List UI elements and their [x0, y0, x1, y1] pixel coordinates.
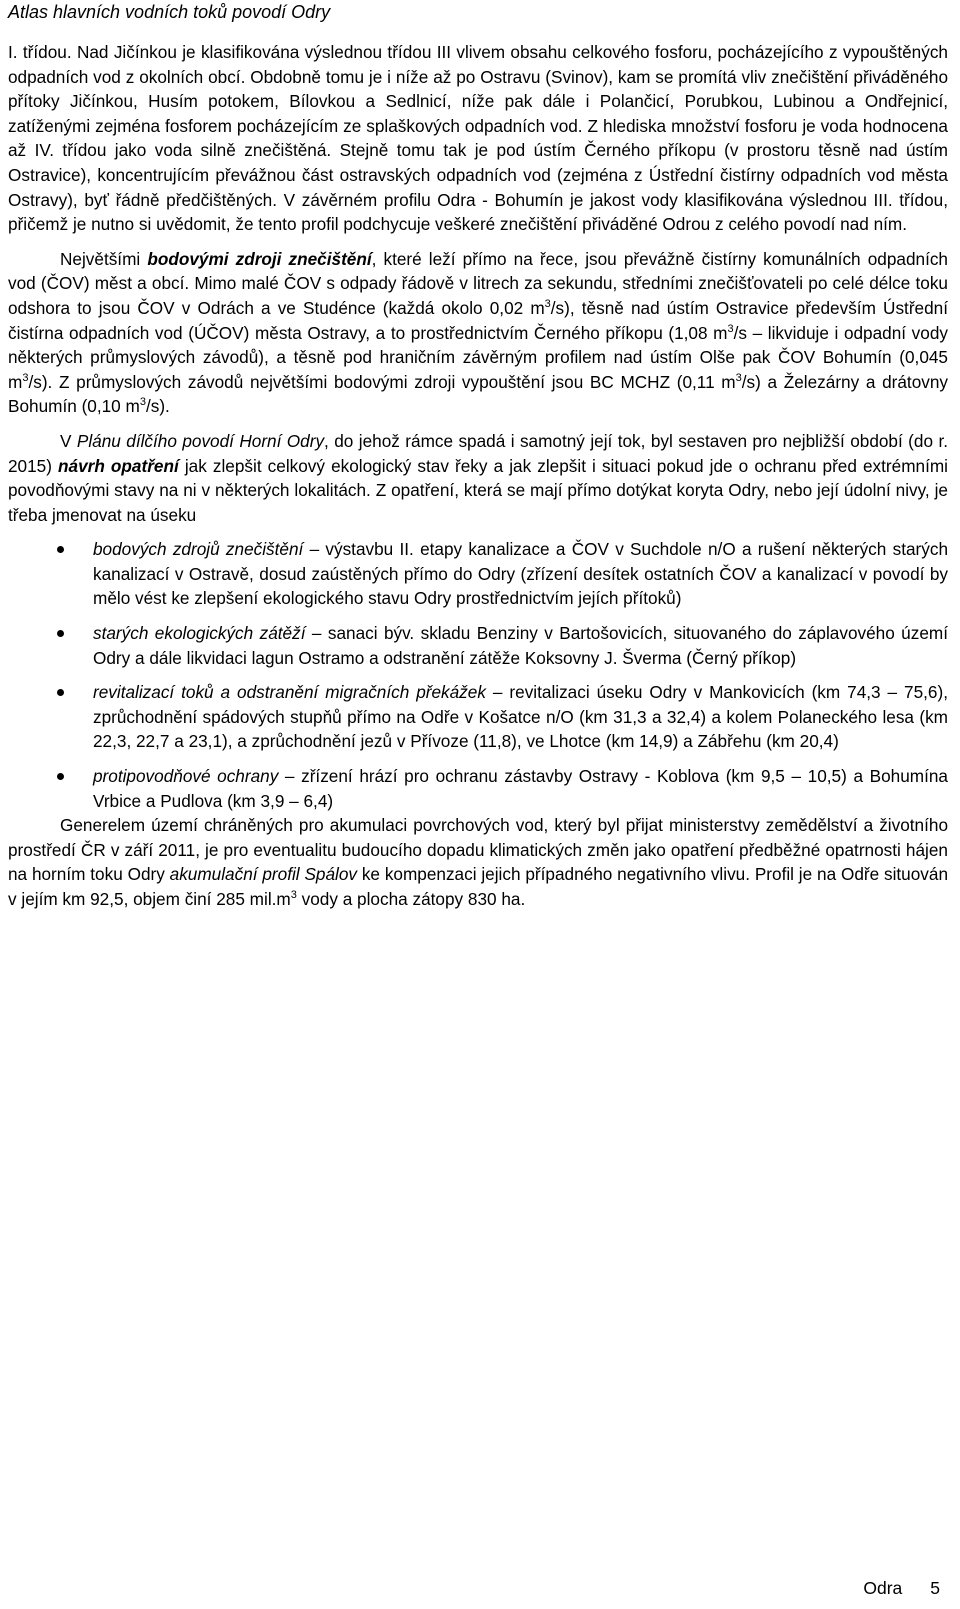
page-number: 5 — [930, 1578, 940, 1598]
superscript: 3 — [139, 396, 146, 409]
list-item-term: revitalizací toků a odstranění migračních překážek — [93, 682, 486, 703]
paragraph-3-text-a: V — [60, 430, 77, 451]
list-item — [8, 680, 948, 754]
paragraph-2-text-e: /s – likviduje i odpadní vody některých průmyslových závodů), a těsně pod hraničním závěrným profilem nad ústím Olše pak ČOV Bohumín (0,045 m — [8, 322, 948, 392]
page-footer — [863, 1576, 940, 1600]
list-item — [8, 537, 948, 611]
emphasis-measures: návrh opatření — [58, 455, 179, 476]
paragraph-2-text-a: Největšími — [60, 248, 148, 269]
list-item-text: – revitalizaci úseku Odry v Mankovicích (km 74,3 – 75,6), zprůchodnění spádových stupňů přímo na Odře v Košatce n/O (km 31,3 a 32,4) a kolem Polaneckého lesa (km 22,3, 22,7 a 23,1), a zprůchodnění jezů v Přívoze (11,8), ve Lhotce (km 14,9) a Zábřehu (km 20,4) — [93, 682, 948, 752]
bullet-icon — [57, 689, 64, 696]
paragraph-2-text-d: /s), těsně nad ústím Ostravice především Ústřední čistírna odpadních vod (ÚČOV) města Ostravy, a to prostřednictvím Černého příkopu (1,08 m — [8, 297, 948, 343]
bullet-icon — [57, 630, 64, 637]
list-item-text: – výstavbu II. etapy kanalizace a ČOV v Suchdole n/O a rušení některých starých kanalizací v Ostravě, dosud zaústěných přímo do Odry (zřízení desítek ostatních ČOV a kanalizací v povodí by mělo vést ke zlepšení ekologického stavu Odry prostřednictvím jejích přítoků) — [93, 539, 948, 609]
superscript: 3 — [22, 371, 29, 384]
superscript: 3 — [735, 371, 742, 384]
paragraph-4-text-c: ke kompenzaci jejich případného negativního vlivu. Profil je na Odře situován v jejím km 92,5, objem činí 285 mil.m — [8, 864, 949, 909]
list-item — [8, 764, 948, 813]
bullet-icon — [57, 546, 64, 553]
footer-label: Odra — [863, 1578, 903, 1598]
document-body — [8, 40, 948, 912]
running-header: Atlas hlavních vodních toků povodí Odry — [8, 2, 331, 22]
list-item-text: – zřízení hrází pro ochranu zástavby Ostravy - Koblova (km 9,5 – 10,5) a Bohumína Vrbice a Pudlova (km 3,9 – 6,4) — [93, 766, 948, 811]
superscript: 3 — [727, 322, 734, 335]
measures-list — [8, 537, 948, 813]
paragraph-3-text-c: , do jehož rámce spadá i samotný její tok, byl sestaven pro nejbližší období (do r. 2015) — [8, 430, 948, 476]
paragraph-4-text-a: Generelem území chráněných pro akumulaci povrchových vod, který byl přijat ministerstvy zemědělství a životního prostředí ČR v září 2011, je pro eventualitu budoucího dopadu klimatických změn jako opatření předběžné opatrnosti hájen na horním toku Odry — [8, 815, 948, 885]
paragraph-4 — [8, 813, 948, 911]
paragraph-2-text-g: /s) a Železárny a drátovny Bohumín (0,10 m — [8, 371, 949, 417]
paragraph-2-text-c: , které leží přímo na řece, jsou převážně čistírny komunálních odpadních vod (ČOV) měst a obcí. Mimo malé ČOV s odpady řádově v litrech za sekundu, středními znečišťovateli po celé délce toku odshora to jsou ČOV v Odrách a ve Studénce (každá okolo 0,02 m — [8, 248, 948, 318]
reservoir-profile-name: akumulační profil Spálov — [169, 864, 358, 885]
superscript: 3 — [290, 889, 297, 901]
paragraph-3 — [8, 429, 948, 527]
paragraph-2-text-h: /s). — [145, 396, 170, 417]
paragraph-2-text-f: /s). Z průmyslových závodů největšími bodovými zdroji vypouštění jsou BC MCHZ (0,11 m — [28, 371, 736, 392]
paragraph-2 — [8, 247, 948, 419]
paragraph-4-text-d: vody a plocha zátopy 830 ha. — [296, 889, 526, 909]
plan-title: Plánu dílčího povodí Horní Odry — [76, 430, 325, 451]
list-item-text: – sanaci býv. skladu Benziny v Bartošovicích, situovaného do záplavového území Odry a dále likvidaci lagun Ostramo a odstranění zátěže Koksovny J. Šverma (Černý příkop) — [93, 623, 948, 668]
bullet-icon — [57, 773, 64, 780]
list-item-term: starých ekologických zátěží — [93, 623, 306, 644]
list-item — [8, 621, 948, 670]
paragraph-3-text-e: jak zlepšit celkový ekologický stav řeky a jak zlepšit i situaci pokud jde o ochranu před extrémními povodňovými stavy na ni v některých lokalitách. Z opatření, která se mají přímo dotýkat koryta Odry, nebo její údolní nivy, je třeba jmenovat na úseku — [8, 455, 948, 525]
superscript: 3 — [544, 297, 551, 310]
paragraph-1-text: I. třídou. Nad Jičínkou je klasifikována výslednou třídou III vlivem obsahu celkového fosforu, pocházejícího z vypouštěných odpadních vod z okolních obcí. Obdobně tomu je i níže až po Ostravu (Svinov), kam se promítá vliv znečištění přiváděného přítoky Jičínkou, Husím potokem, Bílovkou a Sedlnicí, níže pak dále i Polančicí, Porubkou, Lubinou a Ondřejnicí, zatíženými zejména fosforem pocházejícím ze splaškových odpadních vod. Z hlediska množství fosforu je voda hodnocena až IV. třídou jako voda silně znečištěná. Stejně tomu tak je pod ústím Černého příkopu (v prostoru těsně nad ústím Ostravice), koncentrujícím převážnou část ostravských odpadních vod (zejména z Ústřední čistírny odpadních vod města Ostravy), byť řádně předčištěných. V závěrném profilu Odra - Bohumín je jakost vody klasifikována výslednou III. třídou, přičemž je nutno si uvědomit, že tento profil podchycuje veškeré znečištění přiváděné Odrou z celého povodí nad ním. — [8, 42, 948, 235]
emphasis-point-sources: bodovými zdroji znečištění — [147, 248, 372, 269]
paragraph-1 — [8, 40, 948, 237]
list-item-term: protipovodňové ochrany — [93, 766, 279, 787]
list-item-term: bodových zdrojů znečištění — [93, 539, 304, 560]
